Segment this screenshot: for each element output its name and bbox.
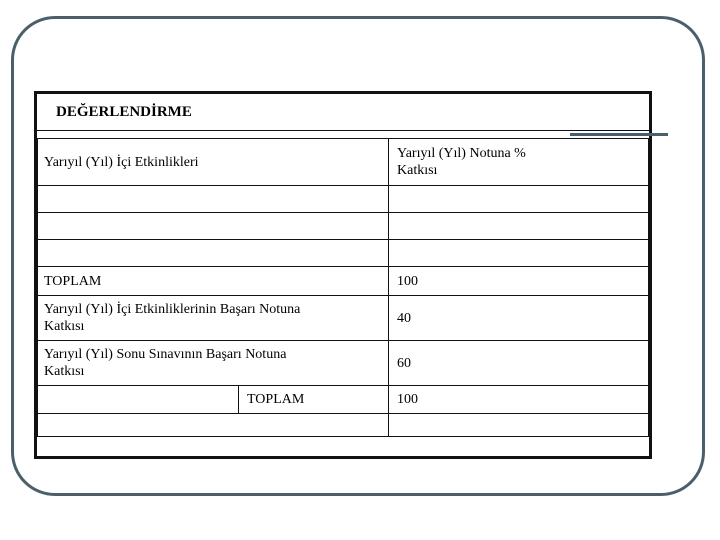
header-contribution bbox=[389, 139, 649, 186]
empty-cell bbox=[389, 414, 649, 437]
empty-cell bbox=[38, 414, 389, 437]
empty-cell bbox=[389, 213, 649, 240]
contribution-label-line2: Katkısı bbox=[44, 319, 85, 334]
final-total-row bbox=[38, 386, 649, 414]
header-contribution-line1: Yarıyıl (Yıl) Notuna % bbox=[397, 146, 526, 161]
empty-cell bbox=[38, 240, 389, 267]
total-row bbox=[38, 267, 649, 296]
evaluation-table bbox=[37, 138, 649, 437]
table-row bbox=[38, 296, 649, 341]
empty-cell bbox=[38, 213, 389, 240]
final-total-value: 100 bbox=[389, 386, 649, 414]
accent-line bbox=[570, 133, 668, 136]
header-activities: Yarıyıl (Yıl) İçi Etkinlikleri bbox=[38, 139, 389, 186]
final-total-cell bbox=[38, 386, 389, 414]
title-bar bbox=[36, 94, 650, 131]
table-row bbox=[38, 414, 649, 437]
final-total-spacer bbox=[38, 386, 239, 413]
table-row bbox=[38, 186, 649, 213]
final-total-label: TOPLAM bbox=[247, 392, 305, 407]
contribution-label-line2: Katkısı bbox=[44, 364, 85, 379]
table-row bbox=[38, 341, 649, 386]
total-value: 100 bbox=[389, 267, 649, 296]
table-header-row bbox=[38, 139, 649, 186]
contribution-value: 40 bbox=[389, 296, 649, 341]
contribution-label bbox=[38, 296, 389, 341]
contribution-label-line1: Yarıyıl (Yıl) Sonu Sınavının Başarı Notuna bbox=[44, 347, 287, 362]
empty-cell bbox=[38, 186, 389, 213]
contribution-label-line1: Yarıyıl (Yıl) İçi Etkinliklerinin Başarı Notuna bbox=[44, 302, 301, 317]
empty-cell bbox=[389, 240, 649, 267]
contribution-label bbox=[38, 341, 389, 386]
page-title: DEĞERLENDİRME bbox=[56, 104, 192, 120]
header-contribution-line2: Katkısı bbox=[397, 163, 438, 178]
empty-cell bbox=[389, 186, 649, 213]
table-row bbox=[38, 213, 649, 240]
total-label: TOPLAM bbox=[38, 267, 389, 296]
contribution-value: 60 bbox=[389, 341, 649, 386]
table-row bbox=[38, 240, 649, 267]
